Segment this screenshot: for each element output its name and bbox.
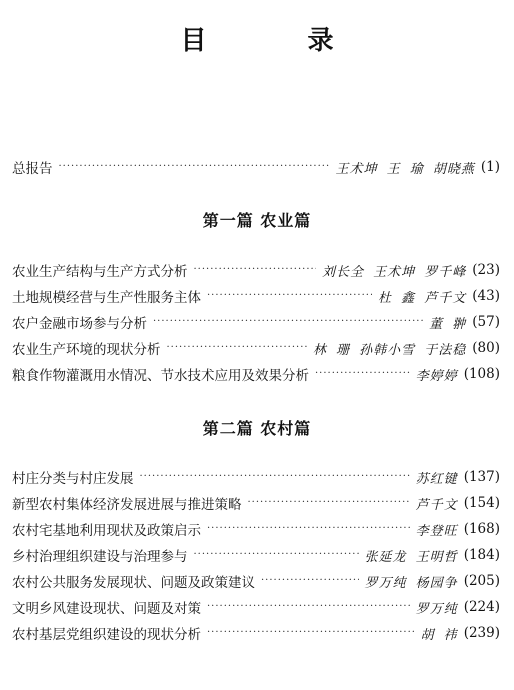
entry-authors: 罗万纯 <box>415 601 458 617</box>
entry-authors: 董 翀 <box>429 316 467 332</box>
entry-page: (137) <box>463 469 500 485</box>
entry-authors: 胡 祎 <box>420 627 458 643</box>
entry-authors: 杜 鑫 芦千文 <box>378 290 467 306</box>
section-title-rural: 第二篇 农村篇 <box>202 419 312 438</box>
entry-title: 总报告 <box>12 161 53 177</box>
entry-authors: 刘长全 王术坤 罗千峰 <box>322 264 467 280</box>
dot-leader <box>167 338 307 358</box>
toc-entry[interactable] <box>12 364 500 384</box>
entry-page: (224) <box>463 599 500 615</box>
entry-page: (80) <box>472 340 500 356</box>
toc-entry[interactable] <box>12 623 500 643</box>
entry-authors: 苏红键 <box>415 471 458 487</box>
dot-leader <box>207 286 372 306</box>
toc-entry[interactable] <box>12 467 500 487</box>
entry-title: 农村公共服务发展现状、问题及政策建议 <box>12 575 255 591</box>
dot-leader <box>207 597 410 617</box>
toc-entry[interactable] <box>12 286 500 306</box>
entry-page: (168) <box>463 521 500 537</box>
dot-leader <box>194 260 317 280</box>
entry-page: (1) <box>480 159 500 175</box>
entry-authors: 李婷婷 <box>415 368 458 384</box>
toc-entry[interactable] <box>12 338 500 358</box>
entry-title: 粮食作物灌溉用水情况、节水技术应用及效果分析 <box>12 368 309 384</box>
entry-title: 乡村治理组织建设与治理参与 <box>12 549 188 565</box>
entry-title: 农村宅基地利用现状及政策启示 <box>12 523 201 539</box>
section-title-agriculture: 第一篇 农业篇 <box>202 211 312 230</box>
entry-page: (154) <box>463 495 500 511</box>
entry-title: 农业生产环境的现状分析 <box>12 342 161 358</box>
entry-page: (23) <box>472 262 500 278</box>
dot-leader <box>194 545 359 565</box>
toc-entry[interactable] <box>12 597 500 617</box>
entry-title: 农业生产结构与生产方式分析 <box>12 264 188 280</box>
dot-leader <box>207 623 415 643</box>
toc-entry-intro[interactable] <box>12 157 500 177</box>
entry-authors: 王术坤 王 瑜 胡晓燕 <box>335 161 475 177</box>
entry-page: (43) <box>472 288 500 304</box>
entry-authors: 林 珊 孙韩小雪 于法稳 <box>312 342 467 358</box>
entry-authors: 张延龙 王明哲 <box>364 549 458 565</box>
page-title: 目 录 <box>180 26 380 56</box>
dot-leader <box>59 157 330 177</box>
dot-leader <box>153 312 423 332</box>
entry-page: (184) <box>463 547 500 563</box>
entry-page: (57) <box>472 314 500 330</box>
toc-entry[interactable] <box>12 260 500 280</box>
entry-authors: 芦千文 <box>415 497 458 513</box>
entry-title: 土地规模经营与生产性服务主体 <box>12 290 201 306</box>
entry-page: (239) <box>463 625 500 641</box>
entry-title: 村庄分类与村庄发展 <box>12 471 134 487</box>
dot-leader <box>207 519 410 539</box>
dot-leader <box>140 467 410 487</box>
entry-authors: 罗万纯 杨园争 <box>364 575 458 591</box>
toc-entry[interactable] <box>12 519 500 539</box>
toc-entry[interactable] <box>12 312 500 332</box>
entry-title: 农户金融市场参与分析 <box>12 316 147 332</box>
entry-title: 农村基层党组织建设的现状分析 <box>12 627 201 643</box>
toc-entry[interactable] <box>12 545 500 565</box>
entry-title: 新型农村集体经济发展进展与推进策略 <box>12 497 242 513</box>
toc-entry[interactable] <box>12 493 500 513</box>
entry-authors: 李登旺 <box>415 523 458 539</box>
dot-leader <box>248 493 410 513</box>
entry-page: (205) <box>463 573 500 589</box>
entry-page: (108) <box>463 366 500 382</box>
entry-title: 文明乡风建设现状、问题及对策 <box>12 601 201 617</box>
toc-entry[interactable] <box>12 571 500 591</box>
dot-leader <box>261 571 359 591</box>
dot-leader <box>315 364 410 384</box>
